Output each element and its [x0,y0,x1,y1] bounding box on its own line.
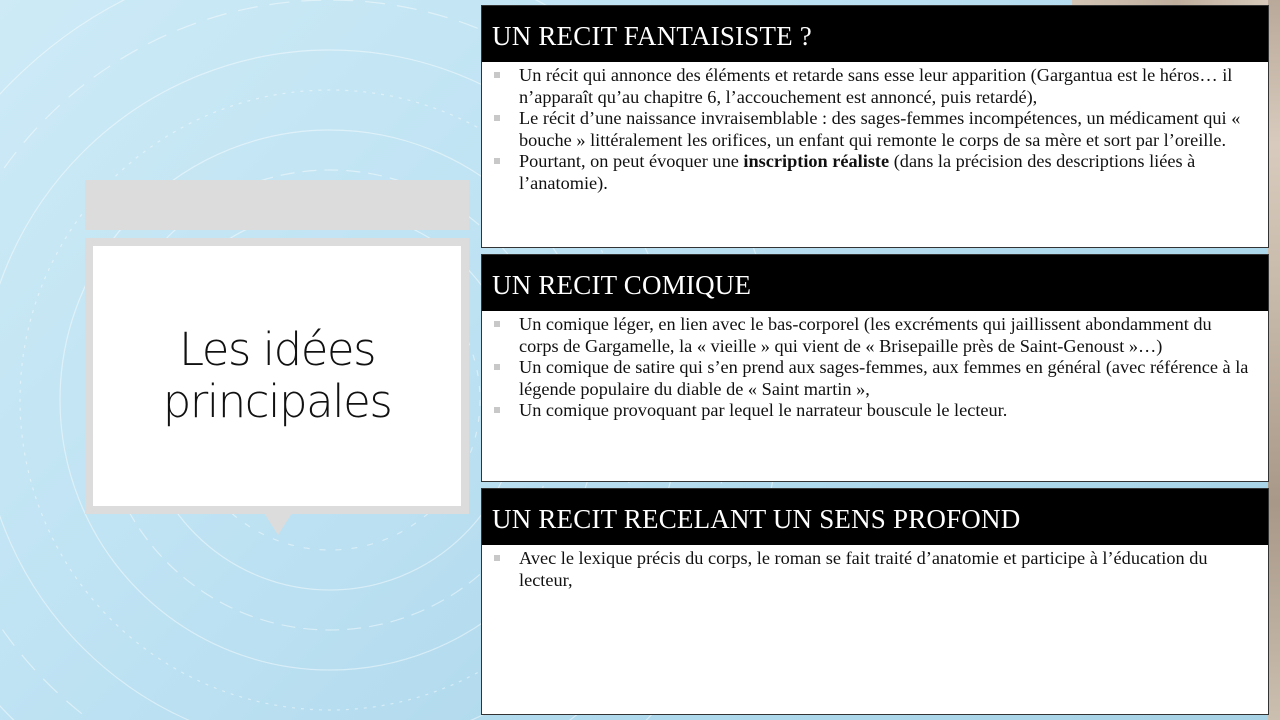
list-item-text-before: Pourtant, on peut évoquer une [519,151,744,171]
square-bullet-icon [494,158,500,164]
title-card-header-bar [85,180,469,230]
list-item-text: Un récit qui annonce des éléments et retarde sans esse leur apparition (Gargantua est le héros… il n’apparaît qu’au chapitre 6, l’accouchement est annoncé, puis retardé), [519,65,1233,107]
section-heading: UN RECIT COMIQUE [482,255,1268,311]
square-bullet-icon [494,555,500,561]
list-item [490,400,1254,422]
square-bullet-icon [494,72,500,78]
slide-title: Les idées principales [162,323,392,428]
section-body [482,545,1268,591]
list-item [490,108,1254,151]
list-item-text: Le récit d’une naissance invraisemblable : des sages-femmes incompétences, un médicament qui « bouche » littéralement les orifices, un enfant qui remonte le corps de sa mère et sort par l’oreille. [519,108,1241,150]
title-card-pointer [264,513,292,535]
list-item [490,151,1254,194]
list-item-text-bold: inscription réaliste [743,151,890,171]
list-item [490,548,1254,591]
background-photo-strip [1268,0,1280,720]
section-recit-comique [481,254,1269,482]
title-card-inner [93,246,461,506]
section-heading: UN RECIT RECELANT UN SENS PROFOND [482,489,1268,545]
section-heading: UN RECIT FANTAISISTE ? [482,6,1268,62]
section-recit-sens-profond [481,488,1269,715]
list-item [490,357,1254,400]
list-item-text: Un comique léger, en lien avec le bas-corporel (les excréments qui jaillissent abondamment du corps de Gargamelle, la « vieille » qui vient de « Brisepaille près de Saint-Genoust »…) [519,314,1212,356]
section-body [482,311,1268,422]
list-item [490,65,1254,108]
list-item [490,314,1254,357]
section-recit-fantaisiste [481,5,1269,248]
section-body [482,62,1268,194]
list-item-text: Un comique provoquant par lequel le narrateur bouscule le lecteur. [519,400,1008,420]
square-bullet-icon [494,407,500,413]
square-bullet-icon [494,364,500,370]
title-card [85,238,469,514]
square-bullet-icon [494,321,500,327]
list-item-text: Un comique de satire qui s’en prend aux sages-femmes, aux femmes en général (avec référence à la légende populaire du diable de « Saint martin », [519,357,1249,399]
list-item-text-after: (dans la précision des descriptions liées à l’anatomie). [519,151,1196,193]
list-item-text [519,151,1254,194]
square-bullet-icon [494,115,500,121]
list-item-text: Avec le lexique précis du corps, le roman se fait traité d’anatomie et participe à l’éducation du lecteur, [519,548,1208,590]
